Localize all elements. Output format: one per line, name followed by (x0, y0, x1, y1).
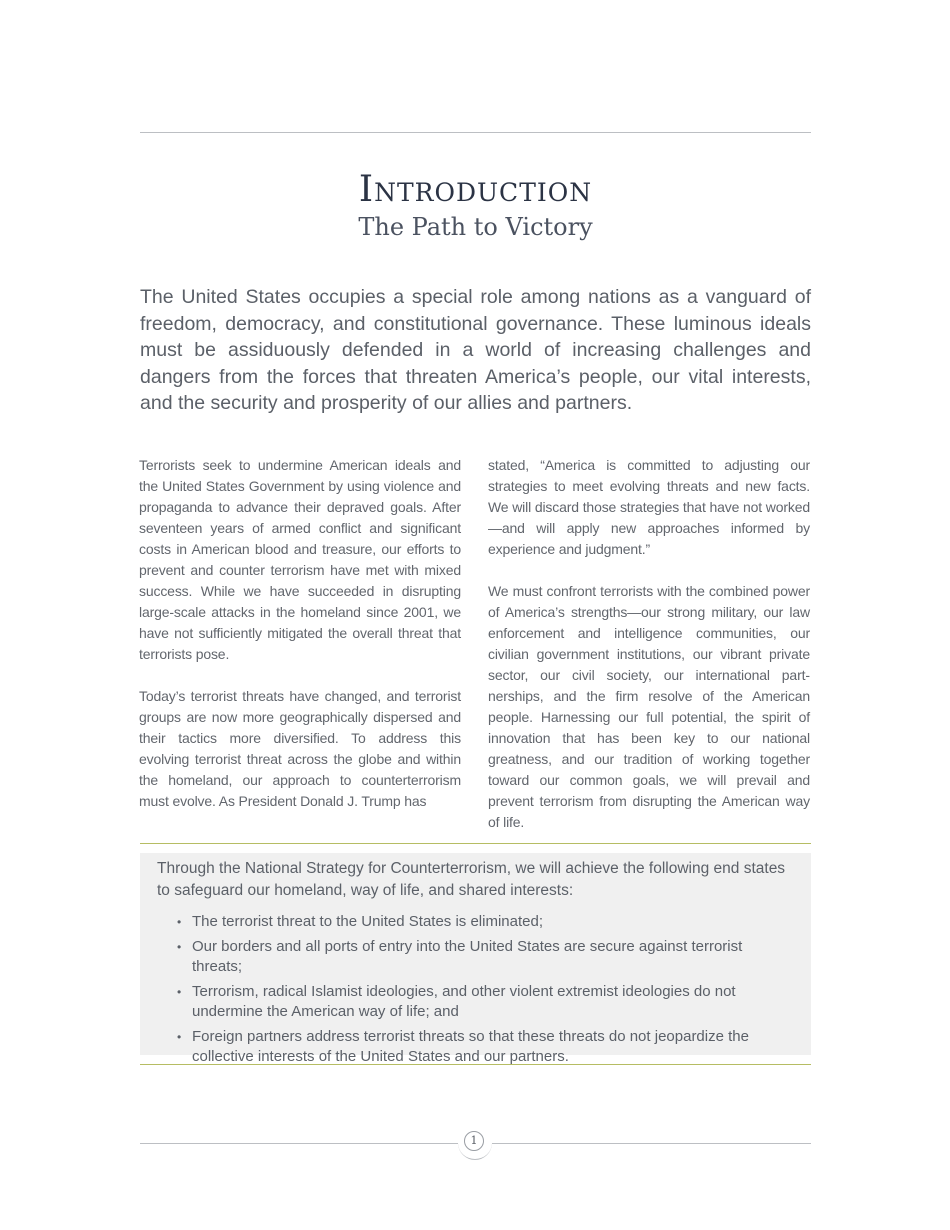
list-item-text: Foreign partners address terrorist threats so that these threats do not jeopardize the collective interests of the United States and our partners. (192, 1027, 749, 1065)
body-paragraph: Terrorists seek to undermine American ideals and the United States Government by using violence and propaganda to advance their depraved goals. After seventeen years of armed conflict and significant costs in American blood and treasure, our efforts to prevent and counter terrorism have met with mixed success. While we have succeeded in disrupting large-scale attacks in the homeland since 2001, we have not sufficiently mitigated the overall threat that terrorists pose. (139, 457, 461, 662)
section-header (140, 168, 811, 242)
list-item-text: The terrorist threat to the United States is eliminated; (192, 913, 543, 930)
callout-intro: Through the National Strategy for Counterterrorism, we will achieve the following end states to safeguard our homeland, way of life, and shared interests: (157, 860, 786, 899)
body-paragraph: Today’s terrorist threats have changed, and terrorist groups are now more geographically dispersed and their tactics more diversified. To address this evolving terrorist threat across the globe and within the homeland, our approach to counterterrorism must evolve. As President Donald J. Trump has (139, 688, 461, 809)
lead-paragraph: The United States occupies a special role among nations as a vanguard of freedom, democracy, and constitutional governance. These luminous ideals must be assiduously defended in a world of increasing challenges and dangers from the forces that threaten America’s people, our vital interests, and the security and prosperity of our allies and partners. (140, 286, 811, 414)
body-paragraph: We must confront terrorists with the combined power of America’s strengths—our strong military, our law enforcement and intelligence communities, our civilian government institutions, our vibrant private sector, our civil society, our international partnerships, and the firm resolve of the American people. Harnessing our full potential, the spirit of innovation that has been key to our national greatness, and our tradition of working together toward our common goals, we will prevail and prevent terrorism from disrupting the American way of life. (488, 583, 810, 830)
list-item (177, 937, 794, 978)
bullet-icon: • (177, 984, 182, 999)
page-number: 1 (464, 1131, 484, 1151)
list-item (177, 912, 794, 933)
body-paragraph: stated, “America is committed to adjusting our strategies to meet evolving threats and new facts. We will discard those strategies that have not worked—and will apply new approaches informed by experience and judgment.” (488, 457, 810, 557)
bullet-icon: • (177, 915, 182, 929)
body-column-left (139, 455, 461, 833)
bullet-icon: • (177, 939, 182, 954)
callout-bottom-rule (140, 1064, 811, 1065)
top-divider (140, 132, 811, 133)
callout-top-rule (140, 843, 811, 844)
list-item-text: Our borders and all ports of entry into the United States are secure against terrorist threats; (192, 937, 743, 975)
bullet-icon: • (177, 1029, 182, 1044)
footer-divider-left (140, 1143, 458, 1144)
body-column-right (488, 455, 810, 854)
list-item (177, 982, 794, 1023)
end-states-callout (140, 853, 811, 1065)
list-item-text: Terrorism, radical Islamist ideologies, and other violent extremist ideologies do not undermine the American way of life; and (192, 982, 736, 1020)
page-title: Introduction (358, 169, 593, 210)
page-subtitle: The Path to Victory (358, 213, 593, 241)
footer-divider-right (492, 1143, 811, 1144)
end-states-list (157, 912, 794, 1068)
list-item (177, 1027, 794, 1068)
